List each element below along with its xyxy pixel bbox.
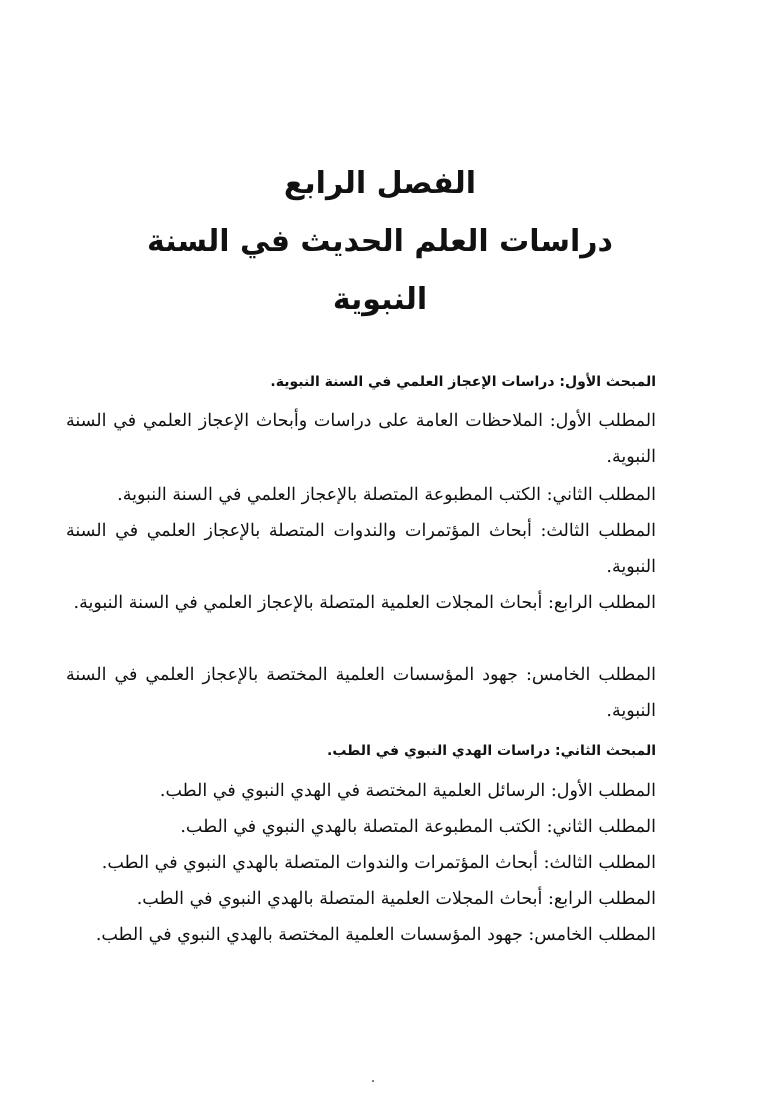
- chapter-title-line-2: دراسات العلم الحديث في السنة: [147, 224, 613, 259]
- section-1-item-1: [66, 403, 656, 475]
- scan-speck: [372, 1080, 374, 1082]
- item-label: المطلب الثاني:: [546, 817, 656, 837]
- item-label: المطلب الأول:: [550, 781, 656, 801]
- section-1-item-4: [66, 585, 656, 621]
- chapter-title-line-1: الفصل الرابع: [283, 166, 477, 201]
- item-text: جهود المؤسسات العلمية المختصة بالإعجاز العلمي في السنة النبوية.: [66, 665, 656, 721]
- item-label: المطلب الخامس:: [528, 925, 656, 945]
- item-label: المطلب الثالث:: [543, 853, 656, 873]
- section-2-item-4: [137, 881, 656, 917]
- section-2-heading: المبحث الثاني: دراسات الهدي النبوي في الطب.: [327, 743, 656, 759]
- section-1-item-2: [117, 477, 656, 513]
- section-1-heading: المبحث الأول: دراسات الإعجاز العلمي في السنة النبوية.: [270, 374, 656, 390]
- item-text: الملاحظات العامة على دراسات وأبحاث الإعجاز العلمي في السنة النبوية.: [66, 411, 656, 467]
- item-label: المطلب الأول:: [549, 411, 656, 431]
- section-2-item-1: [160, 773, 656, 809]
- section-1-item-5: [66, 657, 656, 729]
- item-label: المطلب الرابع:: [548, 889, 656, 909]
- section-2-item-5: [96, 917, 656, 953]
- item-text: الكتب المطبوعة المتصلة بالهدي النبوي في الطب.: [180, 817, 542, 837]
- item-label: المطلب الرابع:: [548, 593, 656, 613]
- item-text: الرسائل العلمية المختصة في الهدي النبوي في الطب.: [159, 781, 546, 801]
- section-2-item-2: [180, 809, 656, 845]
- item-label: المطلب الثالث:: [540, 521, 656, 541]
- chapter-title-line-3: النبوية: [332, 282, 428, 317]
- item-text: جهود المؤسسات العلمية المختصة بالهدي النبوي في الطب.: [95, 925, 523, 945]
- item-text: أبحاث المجلات العلمية المتصلة بالإعجاز العلمي في السنة النبوية.: [73, 593, 543, 613]
- item-text: أبحاث المجلات العلمية المتصلة بالهدي النبوي في الطب.: [136, 889, 543, 909]
- item-label: المطلب الخامس:: [525, 665, 656, 685]
- item-text: أبحاث المؤتمرات والندوات المتصلة بالهدي النبوي في الطب.: [101, 853, 538, 873]
- item-label: المطلب الثاني:: [546, 485, 656, 505]
- section-1-item-3: [66, 513, 656, 585]
- item-text: الكتب المطبوعة المتصلة بالإعجاز العلمي في السنة النبوية.: [117, 485, 542, 505]
- item-text: أبحاث المؤتمرات والندوات المتصلة بالإعجاز العلمي في السنة النبوية.: [66, 521, 656, 577]
- section-2-item-3: [102, 845, 656, 881]
